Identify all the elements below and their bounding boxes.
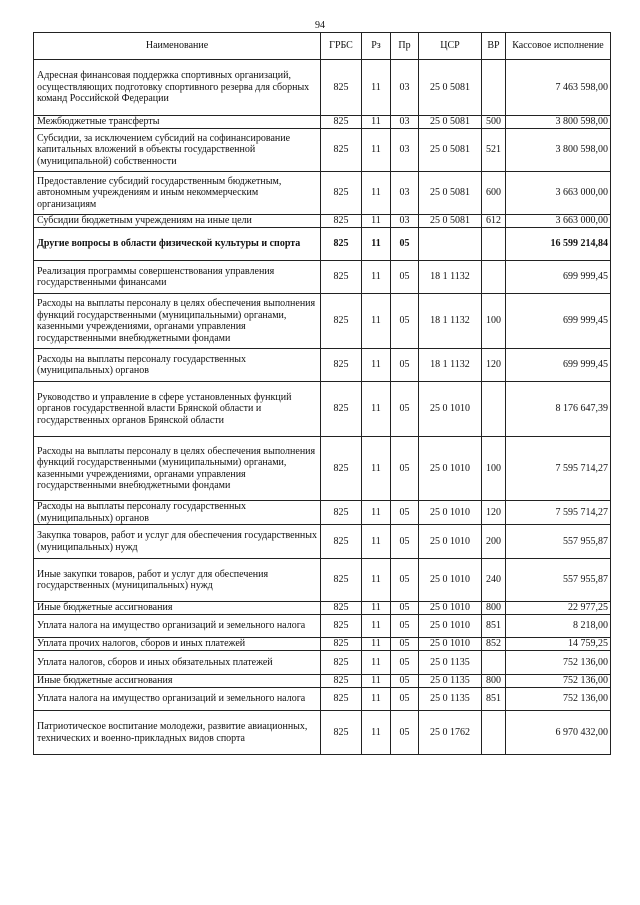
- row-rz: 11: [362, 215, 391, 228]
- row-rz: 11: [362, 688, 391, 711]
- row-rz: 11: [362, 437, 391, 501]
- row-pr: 05: [391, 559, 419, 602]
- row-vr: 100: [482, 437, 506, 501]
- row-pr: 05: [391, 651, 419, 675]
- row-grbs: 825: [321, 116, 362, 129]
- row-vr: [482, 261, 506, 294]
- row-csr: 25 0 1135: [419, 688, 482, 711]
- row-rz: 11: [362, 525, 391, 559]
- row-grbs: 825: [321, 437, 362, 501]
- row-csr: 25 0 5081: [419, 172, 482, 215]
- row-csr: 18 1 1132: [419, 349, 482, 382]
- row-rz: 11: [362, 228, 391, 261]
- row-csr: 25 0 1010: [419, 638, 482, 651]
- row-pr: 05: [391, 294, 419, 349]
- row-csr: 25 0 1010: [419, 559, 482, 602]
- row-csr: 25 0 1010: [419, 501, 482, 525]
- row-pr: 05: [391, 261, 419, 294]
- row-vr: 120: [482, 501, 506, 525]
- row-csr: 25 0 5081: [419, 116, 482, 129]
- row-vr: 851: [482, 615, 506, 638]
- table-body: [34, 60, 611, 755]
- row-vr: [482, 228, 506, 261]
- row-grbs: 825: [321, 675, 362, 688]
- row-name: Межбюджетные трансферты: [34, 116, 321, 129]
- table-row: [34, 294, 611, 349]
- row-csr: 18 1 1132: [419, 261, 482, 294]
- table-row: [34, 559, 611, 602]
- table-row: [34, 129, 611, 172]
- row-amount: 3 663 000,00: [506, 215, 611, 228]
- row-grbs: 825: [321, 688, 362, 711]
- row-name: Расходы на выплаты персоналу в целях обеспечения выполнения функций государственными (муниципальными) органами, казенными учреждениями, органами управления государственными внебюджетными фондами: [34, 294, 321, 349]
- row-vr: [482, 382, 506, 437]
- row-vr: 852: [482, 638, 506, 651]
- row-csr: 25 0 1010: [419, 615, 482, 638]
- row-csr: 25 0 1010: [419, 382, 482, 437]
- row-grbs: 825: [321, 294, 362, 349]
- table-row: [34, 602, 611, 615]
- table-row: [34, 60, 611, 116]
- table-row: [34, 688, 611, 711]
- row-rz: 11: [362, 711, 391, 755]
- row-amount: 752 136,00: [506, 688, 611, 711]
- row-csr: 18 1 1132: [419, 294, 482, 349]
- row-pr: 03: [391, 60, 419, 116]
- table-row: [34, 437, 611, 501]
- table-row: [34, 525, 611, 559]
- row-amount: 7 595 714,27: [506, 437, 611, 501]
- row-rz: 11: [362, 559, 391, 602]
- row-grbs: 825: [321, 638, 362, 651]
- row-csr: 25 0 1010: [419, 437, 482, 501]
- table-row: [34, 261, 611, 294]
- row-rz: 11: [362, 261, 391, 294]
- row-vr: [482, 711, 506, 755]
- row-amount: 3 663 000,00: [506, 172, 611, 215]
- table-row: [34, 638, 611, 651]
- row-amount: 557 955,87: [506, 525, 611, 559]
- table-row: [34, 172, 611, 215]
- table-row: [34, 116, 611, 129]
- row-amount: 8 218,00: [506, 615, 611, 638]
- row-name: Закупка товаров, работ и услуг для обеспечения государственных (муниципальных) нужд: [34, 525, 321, 559]
- row-amount: 699 999,45: [506, 349, 611, 382]
- row-pr: 03: [391, 116, 419, 129]
- row-pr: 05: [391, 382, 419, 437]
- row-pr: 05: [391, 638, 419, 651]
- row-amount: 557 955,87: [506, 559, 611, 602]
- row-rz: 11: [362, 60, 391, 116]
- row-pr: 05: [391, 688, 419, 711]
- row-rz: 11: [362, 129, 391, 172]
- row-name: Иные бюджетные ассигнования: [34, 602, 321, 615]
- row-csr: 25 0 5081: [419, 60, 482, 116]
- row-amount: 6 970 432,00: [506, 711, 611, 755]
- row-grbs: 825: [321, 501, 362, 525]
- table-row: [34, 501, 611, 525]
- row-vr: 500: [482, 116, 506, 129]
- row-csr: [419, 228, 482, 261]
- row-grbs: 825: [321, 215, 362, 228]
- row-vr: 200: [482, 525, 506, 559]
- row-name: Уплата налога на имущество организаций и земельного налога: [34, 688, 321, 711]
- row-name: Расходы на выплаты персоналу государственных (муниципальных) органов: [34, 501, 321, 525]
- page-number: 94: [315, 20, 325, 31]
- row-name: Иные бюджетные ассигнования: [34, 675, 321, 688]
- row-rz: 11: [362, 501, 391, 525]
- row-vr: 100: [482, 294, 506, 349]
- row-amount: 752 136,00: [506, 675, 611, 688]
- row-name: Субсидии, за исключением субсидий на софинансирование капитальных вложений в объекты государственной (муниципальной) собственности: [34, 129, 321, 172]
- row-pr: 03: [391, 172, 419, 215]
- row-rz: 11: [362, 602, 391, 615]
- row-grbs: 825: [321, 711, 362, 755]
- row-pr: 03: [391, 215, 419, 228]
- row-csr: 25 0 1135: [419, 675, 482, 688]
- row-name: Уплата прочих налогов, сборов и иных платежей: [34, 638, 321, 651]
- row-csr: 25 0 5081: [419, 215, 482, 228]
- row-rz: 11: [362, 294, 391, 349]
- row-vr: 800: [482, 675, 506, 688]
- row-name: Расходы на выплаты персоналу государственных (муниципальных) органов: [34, 349, 321, 382]
- column-header-grbs: ГРБС: [321, 33, 362, 60]
- row-amount: 7 463 598,00: [506, 60, 611, 116]
- row-amount: 7 595 714,27: [506, 501, 611, 525]
- row-name: Уплата налогов, сборов и иных обязательных платежей: [34, 651, 321, 675]
- row-amount: 3 800 598,00: [506, 116, 611, 129]
- row-csr: 25 0 1135: [419, 651, 482, 675]
- row-pr: 05: [391, 615, 419, 638]
- row-grbs: 825: [321, 559, 362, 602]
- row-grbs: 825: [321, 228, 362, 261]
- row-name: Другие вопросы в области физической культуры и спорта: [34, 228, 321, 261]
- row-grbs: 825: [321, 615, 362, 638]
- row-grbs: 825: [321, 60, 362, 116]
- row-amount: 3 800 598,00: [506, 129, 611, 172]
- row-rz: 11: [362, 382, 391, 437]
- row-rz: 11: [362, 675, 391, 688]
- row-pr: 05: [391, 501, 419, 525]
- row-pr: 05: [391, 437, 419, 501]
- row-rz: 11: [362, 615, 391, 638]
- row-name: Уплата налога на имущество организаций и земельного налога: [34, 615, 321, 638]
- row-pr: 05: [391, 228, 419, 261]
- column-header-vr: ВР: [482, 33, 506, 60]
- row-grbs: 825: [321, 349, 362, 382]
- row-grbs: 825: [321, 651, 362, 675]
- table-row: [34, 382, 611, 437]
- row-vr: 600: [482, 172, 506, 215]
- column-header-pr: Пр: [391, 33, 419, 60]
- table-row: [34, 711, 611, 755]
- row-grbs: 825: [321, 382, 362, 437]
- row-pr: 05: [391, 602, 419, 615]
- row-pr: 05: [391, 675, 419, 688]
- row-vr: 800: [482, 602, 506, 615]
- column-header-rz: Рз: [362, 33, 391, 60]
- row-grbs: 825: [321, 602, 362, 615]
- row-rz: 11: [362, 651, 391, 675]
- row-pr: 03: [391, 129, 419, 172]
- row-name: Предоставление субсидий государственным бюджетным, автономным учреждениям и иным некоммерческим организациям: [34, 172, 321, 215]
- row-pr: 05: [391, 525, 419, 559]
- table-row: [34, 615, 611, 638]
- row-pr: 05: [391, 349, 419, 382]
- row-amount: 22 977,25: [506, 602, 611, 615]
- row-csr: 25 0 1762: [419, 711, 482, 755]
- row-grbs: 825: [321, 525, 362, 559]
- column-header-amount: Кассовое исполнение: [506, 33, 611, 60]
- row-rz: 11: [362, 116, 391, 129]
- header-row: [34, 33, 611, 60]
- table-row: [34, 215, 611, 228]
- row-pr: 05: [391, 711, 419, 755]
- column-header-csr: ЦСР: [419, 33, 482, 60]
- row-name: Иные закупки товаров, работ и услуг для обеспечения государственных (муниципальных) нужд: [34, 559, 321, 602]
- row-amount: 8 176 647,39: [506, 382, 611, 437]
- table-row: [34, 651, 611, 675]
- row-name: Реализация программы совершенствования управления государственными финансами: [34, 261, 321, 294]
- column-header-name: Наименование: [34, 33, 321, 60]
- row-name: Расходы на выплаты персоналу в целях обеспечения выполнения функций государственными (муниципальными) органами, казенными учреждениями, органами управления государственными внебюджетными фондами: [34, 437, 321, 501]
- row-amount: 752 136,00: [506, 651, 611, 675]
- row-vr: 851: [482, 688, 506, 711]
- row-csr: 25 0 1010: [419, 602, 482, 615]
- table-row: [34, 228, 611, 261]
- row-rz: 11: [362, 638, 391, 651]
- row-csr: 25 0 1010: [419, 525, 482, 559]
- budget-table: [33, 32, 611, 755]
- row-vr: 240: [482, 559, 506, 602]
- row-grbs: 825: [321, 261, 362, 294]
- row-vr: [482, 60, 506, 116]
- row-amount: 14 759,25: [506, 638, 611, 651]
- row-vr: [482, 651, 506, 675]
- row-name: Руководство и управление в сфере установленных функций органов государственной власти Брянской области и государственных органов Брянской области: [34, 382, 321, 437]
- row-csr: 25 0 5081: [419, 129, 482, 172]
- row-vr: 521: [482, 129, 506, 172]
- row-grbs: 825: [321, 172, 362, 215]
- row-name: Субсидии бюджетным учреждениям на иные цели: [34, 215, 321, 228]
- row-rz: 11: [362, 172, 391, 215]
- row-vr: 612: [482, 215, 506, 228]
- row-amount: 699 999,45: [506, 294, 611, 349]
- row-rz: 11: [362, 349, 391, 382]
- row-amount: 16 599 214,84: [506, 228, 611, 261]
- row-amount: 699 999,45: [506, 261, 611, 294]
- row-name: Патриотическое воспитание молодежи, развитие авиационных, технических и военно-прикладных видов спорта: [34, 711, 321, 755]
- row-grbs: 825: [321, 129, 362, 172]
- table-row: [34, 349, 611, 382]
- table-row: [34, 675, 611, 688]
- row-vr: 120: [482, 349, 506, 382]
- row-name: Адресная финансовая поддержка спортивных организаций, осуществляющих подготовку спортивного резерва для сборных команд Российской Федерации: [34, 60, 321, 116]
